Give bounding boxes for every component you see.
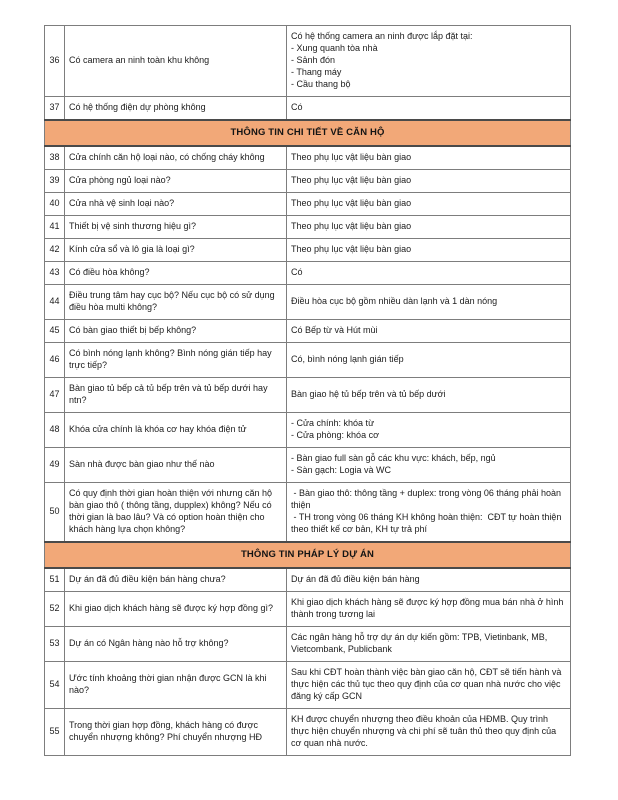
row-number: 55 — [45, 709, 65, 756]
answer-cell — [287, 378, 571, 413]
answer-line: - Cửa chính: khóa từ — [291, 418, 375, 429]
answer-cell — [287, 482, 571, 541]
table-row — [45, 482, 571, 541]
question-cell: Cửa nhà vệ sinh loại nào? — [65, 193, 287, 216]
row-number: 51 — [45, 568, 65, 591]
question-cell: Có bình nóng lạnh không? Bình nóng gián tiếp hay trực tiếp? — [65, 343, 287, 378]
answer-cell — [287, 343, 571, 378]
table-row — [45, 343, 571, 378]
answer-line: - Xung quanh tòa nhà — [291, 42, 378, 53]
answer-cell — [287, 320, 571, 343]
question-cell: Bàn giao tủ bếp cả tủ bếp trên và tủ bếp dưới hay ntn? — [65, 378, 287, 413]
row-number: 39 — [45, 170, 65, 193]
answer-cell — [287, 447, 571, 482]
table-row — [45, 662, 571, 709]
table-row — [45, 285, 571, 320]
question-cell: Cửa phòng ngủ loại nào? — [65, 170, 287, 193]
qa-table — [44, 25, 571, 756]
row-number: 38 — [45, 146, 65, 169]
row-number: 52 — [45, 592, 65, 627]
answer-line: Có — [291, 267, 303, 278]
question-cell: Dự án đã đủ điều kiện bán hàng chưa? — [65, 568, 287, 591]
row-number: 45 — [45, 320, 65, 343]
question-cell: Có quy định thời gian hoàn thiện với nhưng căn hộ bàn giao thô ( thông tầng, dupplex) không? Nếu có thời gian là bao lâu? Và có option hoàn thiện cho khách hàng lựa chọn không? — [65, 482, 287, 541]
row-number: 48 — [45, 413, 65, 448]
table-row — [45, 239, 571, 262]
answer-cell — [287, 216, 571, 239]
table-row — [45, 627, 571, 662]
row-number: 50 — [45, 482, 65, 541]
answer-cell — [287, 96, 571, 119]
question-cell: Có điều hòa không? — [65, 262, 287, 285]
row-number: 46 — [45, 343, 65, 378]
question-cell: Có hệ thống điện dự phòng không — [65, 96, 287, 119]
answer-line: Điều hòa cục bộ gồm nhiều dàn lạnh và 1 dàn nóng — [291, 296, 498, 307]
answer-line: Theo phụ lục vật liệu bàn giao — [291, 244, 412, 255]
section-row — [45, 542, 571, 569]
question-cell: Cửa chính căn hộ loại nào, có chống cháy không — [65, 146, 287, 169]
answer-cell — [287, 627, 571, 662]
row-number: 42 — [45, 239, 65, 262]
answer-cell — [287, 170, 571, 193]
question-cell: Thiết bị vệ sinh thương hiệu gì? — [65, 216, 287, 239]
question-cell: Trong thời gian hợp đồng, khách hàng có được chuyển nhượng không? Phí chuyển nhượng HĐ — [65, 709, 287, 756]
answer-cell — [287, 592, 571, 627]
row-number: 47 — [45, 378, 65, 413]
answer-line: Các ngân hàng hỗ trợ dự án dự kiến gồm: TPB, Vietinbank, MB, Vietcombank, Publicbank — [291, 632, 550, 655]
answer-line: - Cầu thang bộ — [291, 78, 351, 89]
answer-cell — [287, 26, 571, 97]
answer-line: Khi giao dịch khách hàng sẽ được ký hợp đồng mua bán nhà ở hình thành trong tương lai — [291, 597, 566, 620]
answer-cell — [287, 662, 571, 709]
answer-line: Bàn giao hệ tủ bếp trên và tủ bếp dưới — [291, 389, 446, 400]
answer-line: Có hệ thống camera an ninh được lắp đặt tại: — [291, 31, 473, 41]
section-header: THÔNG TIN CHI TIẾT VỀ CĂN HỘ — [45, 120, 571, 147]
table-row — [45, 709, 571, 756]
row-number: 54 — [45, 662, 65, 709]
answer-line: - Bàn giao full sàn gỗ các khu vực: khách, bếp, ngủ — [291, 452, 496, 463]
answer-cell — [287, 709, 571, 756]
question-cell: Điều trung tâm hay cục bộ? Nếu cục bộ có sử dụng điều hòa multi không? — [65, 285, 287, 320]
question-cell: Kính cửa sổ và lô gia là loại gì? — [65, 239, 287, 262]
answer-line: Theo phụ lục vật liệu bàn giao — [291, 175, 412, 186]
answer-cell — [287, 285, 571, 320]
table-row — [45, 320, 571, 343]
answer-line: Theo phụ lục vật liệu bàn giao — [291, 198, 412, 209]
table-row — [45, 146, 571, 169]
answer-line: Theo phụ lục vật liệu bàn giao — [291, 221, 412, 232]
question-cell: Có bàn giao thiết bị bếp không? — [65, 320, 287, 343]
answer-line: Dự án đã đủ điều kiện bán hàng — [291, 574, 420, 585]
table-row — [45, 170, 571, 193]
answer-line: KH được chuyển nhượng theo điều khoản của HĐMB. Quy trình thực hiện chuyển nhượng và chi phí sẽ tuân thủ theo quy định của cơ quan nhà nước. — [291, 714, 559, 749]
answer-cell — [287, 568, 571, 591]
section-header: THÔNG TIN PHÁP LÝ DỰ ÁN — [45, 542, 571, 569]
question-cell: Khi giao dịch khách hàng sẽ được ký hợp đồng gì? — [65, 592, 287, 627]
question-cell: Khóa cửa chính là khóa cơ hay khóa điện tử — [65, 413, 287, 448]
answer-line: Có Bếp từ và Hút mùi — [291, 325, 378, 336]
table-row — [45, 413, 571, 448]
row-number: 40 — [45, 193, 65, 216]
table-row — [45, 568, 571, 591]
table-row — [45, 592, 571, 627]
answer-line: - Thang máy — [291, 66, 342, 77]
row-number: 37 — [45, 96, 65, 119]
row-number: 49 — [45, 447, 65, 482]
answer-cell — [287, 262, 571, 285]
answer-line: - Bàn giao thô: thông tầng + duplex: trong vòng 06 tháng phải hoàn thiện — [291, 487, 564, 510]
table-row — [45, 262, 571, 285]
answer-cell — [287, 193, 571, 216]
section-row — [45, 120, 571, 147]
answer-cell — [287, 413, 571, 448]
row-number: 44 — [45, 285, 65, 320]
answer-line: Có, bình nóng lạnh gián tiếp — [291, 354, 404, 365]
question-cell: Sàn nhà được bàn giao như thế nào — [65, 447, 287, 482]
question-cell: Có camera an ninh toàn khu không — [65, 26, 287, 97]
table-row — [45, 447, 571, 482]
question-cell: Dự án có Ngân hàng nào hỗ trợ không? — [65, 627, 287, 662]
row-number: 43 — [45, 262, 65, 285]
table-row — [45, 193, 571, 216]
table-row — [45, 216, 571, 239]
row-number: 41 — [45, 216, 65, 239]
table-row — [45, 96, 571, 119]
row-number: 36 — [45, 26, 65, 97]
qa-table-body — [45, 26, 571, 756]
question-cell: Ước tính khoảng thời gian nhận được GCN là khi nào? — [65, 662, 287, 709]
answer-line: Theo phụ lục vật liệu bàn giao — [291, 152, 412, 163]
answer-line: Có — [291, 101, 303, 112]
table-row — [45, 26, 571, 97]
answer-line: - TH trong vòng 06 tháng KH không hoàn thiện: CĐT tự hoàn thiện theo thiết kế cơ bản, KH tự trả phí — [291, 511, 564, 534]
answer-line: - Sảnh đón — [291, 54, 336, 65]
answer-cell — [287, 146, 571, 169]
answer-cell — [287, 239, 571, 262]
row-number: 53 — [45, 627, 65, 662]
answer-line: - Cửa phòng: khóa cơ — [291, 430, 379, 440]
answer-line: - Sàn gạch: Logia và WC — [291, 464, 392, 475]
table-row — [45, 378, 571, 413]
answer-line: Sau khi CĐT hoàn thành việc bàn giao căn hộ, CĐT sẽ tiến hành và thực hiện các thủ tục theo quy định của cơ quan nhà nước cho việc đăng ký cấp GCN — [291, 667, 564, 702]
